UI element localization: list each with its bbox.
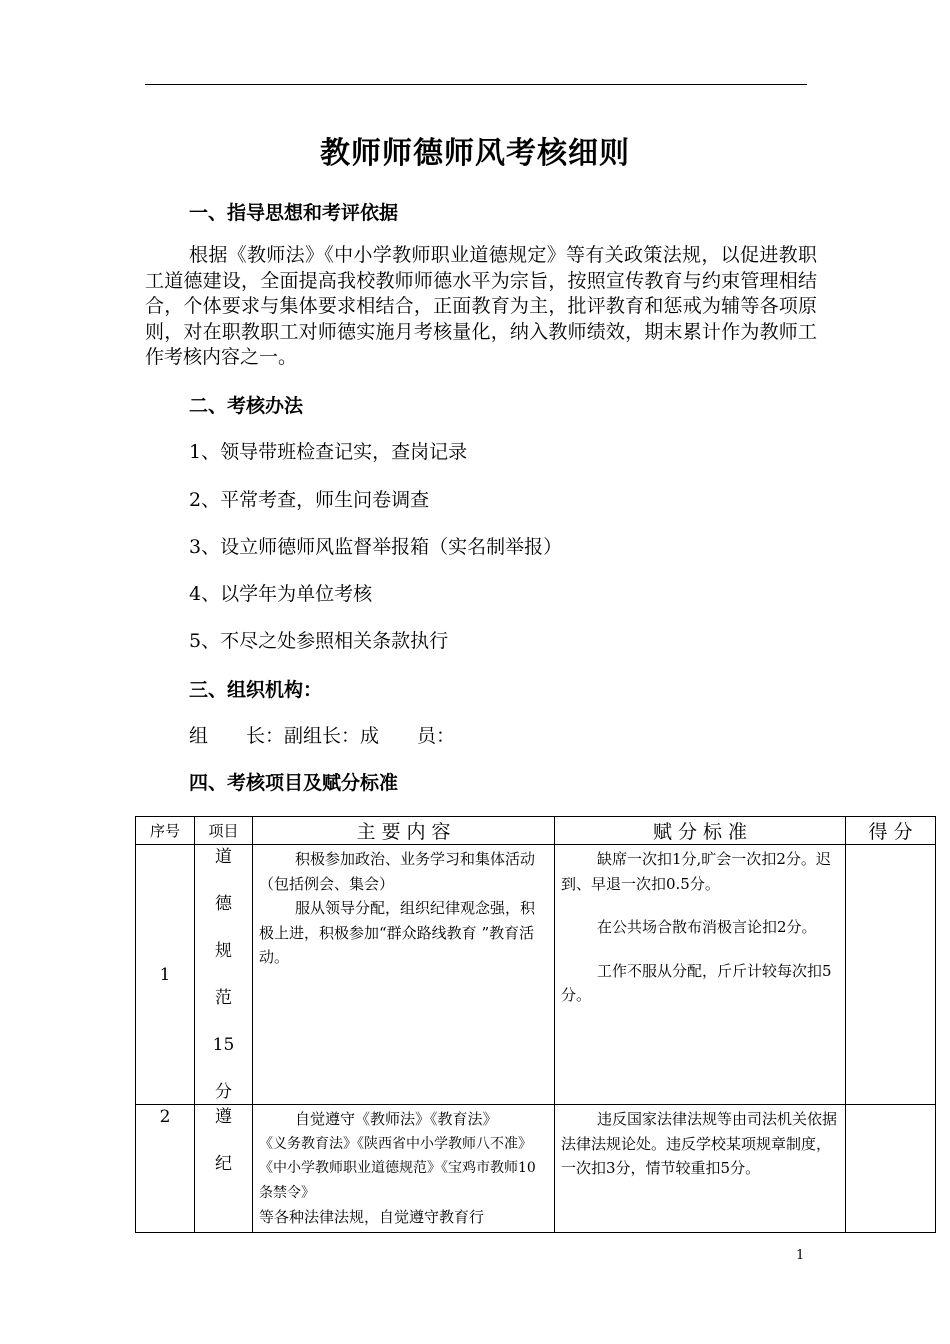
row-standard xyxy=(555,845,846,1105)
item-char: 道 xyxy=(215,847,232,867)
header-content: 主 要 内 容 xyxy=(253,817,555,845)
document-title: 教师师德师风考核细则 xyxy=(320,136,630,171)
row-score xyxy=(846,845,936,1105)
method-item-2: 2、平常考查，师生问卷调查 xyxy=(189,489,430,511)
section-heading-4: 四、考核项目及赋分标准 xyxy=(189,772,399,794)
item-char: 范 xyxy=(215,988,232,1008)
header-rule xyxy=(145,84,807,85)
content-line: 服从领导分配，组织纪律观念强，积极上进，积极参加“群众路线教育 ”教育活动。 xyxy=(259,899,536,966)
section-heading-2: 二、考核办法 xyxy=(189,395,304,417)
intro-paragraph: 根据《教师法》《中小学教师职业道德规定》等有关政策法规，以促进教职工道德建设，全面提高我校教师师德水平为宗旨，按照宣传教育与约束管理相结合，个体要求与集体要求相结合，正面教育为主，批评教育和惩戒为辅等各项原则，对在职教职工对师德实施月考核量化，纳入教师绩效，期末累计作为教师工作考核内容之一。 xyxy=(145,244,817,368)
content-line: 自觉遵守《教师法》《教育法》 xyxy=(295,1110,498,1128)
org-members xyxy=(189,721,455,748)
item-char: 15 xyxy=(212,1035,235,1055)
row-score xyxy=(846,1105,936,1233)
row-number-text: 2 xyxy=(159,1107,171,1127)
row-item xyxy=(195,845,253,1105)
table-row xyxy=(136,845,936,1105)
org-leader: 组 长： xyxy=(189,725,285,747)
content-laws: 《义务教育法》《陕西省中小学教师八不准》《中小学教师职业道德规范》《宝鸡市教师10条禁令》 xyxy=(259,1135,536,1201)
method-item-1: 1、领导带班检查记实，查岗记录 xyxy=(189,441,468,463)
content-line: 等各种法律法规，自觉遵守教育行 xyxy=(259,1208,485,1226)
item-char: 分 xyxy=(215,1082,232,1102)
row-item xyxy=(195,1105,253,1233)
standard-line: 在公共场合散布消极言论扣2分。 xyxy=(597,918,817,936)
table-header-row xyxy=(136,817,936,845)
header-score: 得 分 xyxy=(846,817,936,845)
row-number xyxy=(136,1105,195,1233)
row-standard xyxy=(555,1105,846,1233)
header-item: 项目 xyxy=(195,817,253,845)
row-number: 1 xyxy=(136,845,195,1105)
method-item-3: 3、设立师德师风监督举报箱（实名制举报） xyxy=(189,536,563,558)
header-standard: 赋 分 标 准 xyxy=(555,817,846,845)
standard-line: 工作不服从分配，斤斤计较每次扣5分。 xyxy=(561,961,832,1004)
standard-line: 缺席一次扣1分,旷会一次扣2分。迟到、早退一次扣0.5分。 xyxy=(561,850,831,893)
content-line: 积极参加政治、业务学习和集体活动（包括例会、集会） xyxy=(259,850,536,893)
section-heading-3: 三、组织机构： xyxy=(189,679,323,701)
section-heading-1: 一、指导思想和考评依据 xyxy=(189,202,399,224)
method-item-4: 4、以学年为单位考核 xyxy=(189,583,373,605)
page-number: 1 xyxy=(796,1248,805,1263)
org-deputy: 副组长： xyxy=(284,725,361,747)
assessment-table xyxy=(135,816,936,1233)
row-content xyxy=(253,845,555,1105)
item-char: 规 xyxy=(215,941,232,961)
org-members-label: 成 员： xyxy=(360,725,456,747)
item-char: 纪 xyxy=(215,1154,232,1174)
method-item-5: 5、不尽之处参照相关条款执行 xyxy=(189,630,449,652)
item-char: 德 xyxy=(215,894,232,914)
item-char: 遵 xyxy=(215,1107,232,1127)
header-no: 序号 xyxy=(136,817,195,845)
table-row xyxy=(136,1105,936,1233)
standard-line: 违反国家法律法规等由司法机关依据法律法规论处。违反学校某项规章制度，一次扣3分，情节较重扣5分。 xyxy=(561,1110,838,1177)
row-content xyxy=(253,1105,555,1233)
